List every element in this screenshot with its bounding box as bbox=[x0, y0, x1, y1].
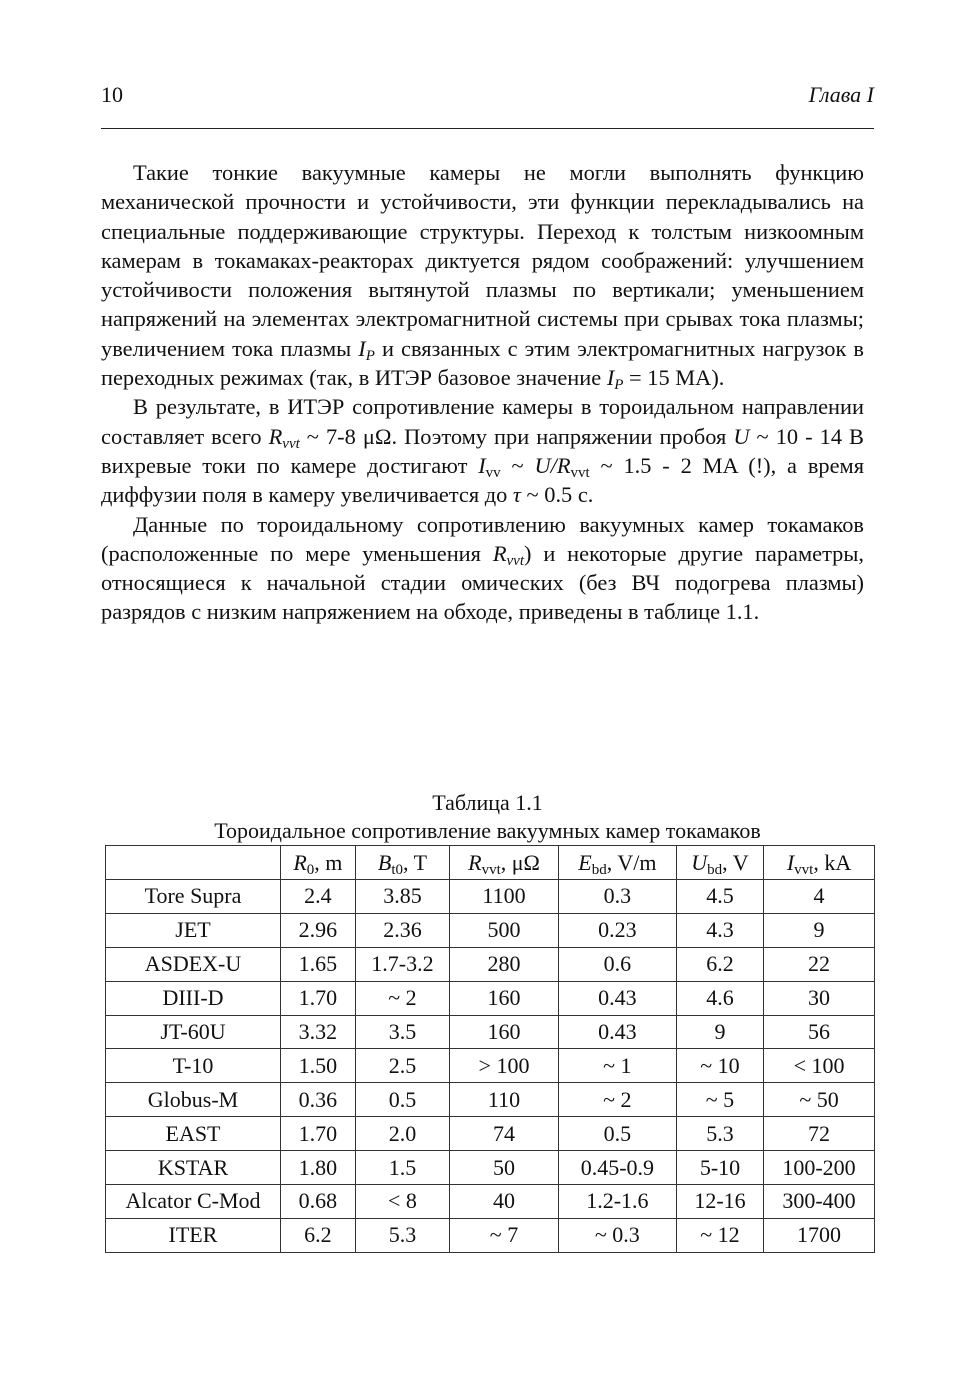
table-cell: 9 bbox=[764, 913, 875, 947]
tokamak-name-cell: Tore Supra bbox=[106, 880, 281, 914]
paragraph-3: Данные по тороидальному сопротивлению вакуумных камер токамаков (расположенные по мере уменьшения $R_{vvt}$) и некоторые другие параметры, относящиеся к начальной стадии омических (без ВЧ подогрева плазмы) разрядов с низким напряжением на обходе, приведены в таблице 1.1. bbox=[101, 511, 864, 625]
table-cell: 1.5 bbox=[355, 1151, 449, 1185]
table-cell: 160 bbox=[450, 981, 559, 1015]
table-row bbox=[106, 1185, 875, 1219]
table-cell: 0.36 bbox=[281, 1083, 356, 1117]
table-cell: 4.6 bbox=[676, 981, 763, 1015]
table-cell: < 8 bbox=[355, 1185, 449, 1219]
table-cell: 1.2-1.6 bbox=[558, 1185, 676, 1219]
tokamak-name-cell: DIII-D bbox=[106, 981, 281, 1015]
tokamak-name-cell: ITER bbox=[106, 1218, 281, 1252]
header-cell-r0: $R_0$, m bbox=[281, 846, 356, 880]
table-title: Тороидальное сопротивление вакуумных камер токамаков bbox=[214, 818, 761, 843]
table-cell: > 100 bbox=[450, 1049, 559, 1083]
table-cell: 72 bbox=[764, 1117, 875, 1151]
table-cell: 3.85 bbox=[355, 880, 449, 914]
table-cell: 3.5 bbox=[355, 1015, 449, 1049]
paragraph-2: В результате, в ИТЭР сопротивление камеры в тороидальном направлении составляет всего $R_{vvt}$ ~ 7-8 μΩ. Поэтому при напряжении пробоя U ~ 10 - 14 В вихревые токи по камере достигают $I_{vv}$ ~ $U/R_{vvt}$ ~ 1.5 - 2 MA (!), а время диффузии поля в камеру увеличивается до τ ~ 0.5 с. bbox=[101, 394, 864, 508]
table-cell: 0.43 bbox=[558, 981, 676, 1015]
table-cell: ~ 7 bbox=[450, 1218, 559, 1252]
table-cell: 1.50 bbox=[281, 1049, 356, 1083]
header-rule bbox=[101, 128, 874, 129]
table-row bbox=[106, 1151, 875, 1185]
table-cell: 12-16 bbox=[676, 1185, 763, 1219]
table-cell: 9 bbox=[676, 1015, 763, 1049]
header-cell-ubd: $U_{bd}$, V bbox=[676, 846, 763, 880]
table-cell: 1.80 bbox=[281, 1151, 356, 1185]
header-cell-bt0: $B_{t0}$, T bbox=[355, 846, 449, 880]
table-row bbox=[106, 981, 875, 1015]
page-number: 10 bbox=[101, 82, 123, 107]
table-cell: ~ 5 bbox=[676, 1083, 763, 1117]
table-cell: 4 bbox=[764, 880, 875, 914]
tokamak-name-cell: EAST bbox=[106, 1117, 281, 1151]
table-cell: 2.5 bbox=[355, 1049, 449, 1083]
table-cell: 22 bbox=[764, 947, 875, 981]
running-head bbox=[101, 82, 874, 116]
table-row bbox=[106, 913, 875, 947]
table-number: Таблица 1.1 bbox=[432, 790, 543, 815]
table-cell: ~ 2 bbox=[355, 981, 449, 1015]
table-header-row bbox=[106, 846, 875, 880]
table-cell: 30 bbox=[764, 981, 875, 1015]
header-cell-ivvt: $I_{vvt}$, kA bbox=[764, 846, 875, 880]
table-cell: 1.65 bbox=[281, 947, 356, 981]
table-cell: 6.2 bbox=[281, 1218, 356, 1252]
table-cell: 0.45-0.9 bbox=[558, 1151, 676, 1185]
table-cell: < 100 bbox=[764, 1049, 875, 1083]
table-cell: 1.70 bbox=[281, 1117, 356, 1151]
table-cell: ~ 10 bbox=[676, 1049, 763, 1083]
body-text bbox=[101, 158, 864, 627]
table-cell: 1.7-3.2 bbox=[355, 947, 449, 981]
table-cell: 5-10 bbox=[676, 1151, 763, 1185]
table-cell: 5.3 bbox=[676, 1117, 763, 1151]
table-cell: 40 bbox=[450, 1185, 559, 1219]
header-cell-ebd: $E_{bd}$, V/m bbox=[558, 846, 676, 880]
table-row bbox=[106, 1083, 875, 1117]
table-cell: 1700 bbox=[764, 1218, 875, 1252]
table-cell: 0.6 bbox=[558, 947, 676, 981]
table-cell: 1100 bbox=[450, 880, 559, 914]
chapter-label: Глава I bbox=[808, 82, 874, 107]
table-cell: 0.5 bbox=[558, 1117, 676, 1151]
table-row bbox=[106, 1117, 875, 1151]
table-body bbox=[106, 880, 875, 1253]
table-cell: 0.5 bbox=[355, 1083, 449, 1117]
table-cell: 56 bbox=[764, 1015, 875, 1049]
tokamak-name-cell: JT-60U bbox=[106, 1015, 281, 1049]
table-row bbox=[106, 1049, 875, 1083]
table-cell: 50 bbox=[450, 1151, 559, 1185]
tokamak-resistance-table bbox=[105, 845, 875, 1253]
table-cell: 3.32 bbox=[281, 1015, 356, 1049]
tokamak-name-cell: T-10 bbox=[106, 1049, 281, 1083]
table-cell: 0.68 bbox=[281, 1185, 356, 1219]
table-cell: 100-200 bbox=[764, 1151, 875, 1185]
paragraph-1: Такие тонкие вакуумные камеры не могли выполнять функцию механической прочности и устойчивости, эти функции перекладывались на специальные поддерживающие структуры. Переход к толстым низкоомным камерам в токамаках-реакторах диктуется рядом соображений: улучшением устойчивости положения вытянутой плазмы по вертикали; уменьшением напряжений на элементах электромагнитной системы при срывах тока плазмы; увеличением тока плазмы $I_P$ и связанных с этим электромагнитных нагрузок в переходных режимах (так, в ИТЭР базовое значение $I_P = 15$ MA). bbox=[101, 160, 864, 394]
table-cell: 1.70 bbox=[281, 981, 356, 1015]
table-row bbox=[106, 1218, 875, 1252]
table-cell: ~ 50 bbox=[764, 1083, 875, 1117]
table-cell: ~ 0.3 bbox=[558, 1218, 676, 1252]
table-cell: 5.3 bbox=[355, 1218, 449, 1252]
table-cell: 6.2 bbox=[676, 947, 763, 981]
table-cell: 110 bbox=[450, 1083, 559, 1117]
tokamak-name-cell: Alcator C-Mod bbox=[106, 1185, 281, 1219]
table-cell: 0.3 bbox=[558, 880, 676, 914]
header-empty-cell bbox=[106, 846, 281, 880]
table-cell: 2.96 bbox=[281, 913, 356, 947]
table-row bbox=[106, 947, 875, 981]
table-cell: ~ 1 bbox=[558, 1049, 676, 1083]
table-cell: ~ 12 bbox=[676, 1218, 763, 1252]
table-row bbox=[106, 880, 875, 914]
table-cell: 74 bbox=[450, 1117, 559, 1151]
table-cell: 160 bbox=[450, 1015, 559, 1049]
tokamak-name-cell: KSTAR bbox=[106, 1151, 281, 1185]
table-cell: ~ 2 bbox=[558, 1083, 676, 1117]
table-cell: 500 bbox=[450, 913, 559, 947]
table-cell: 2.36 bbox=[355, 913, 449, 947]
tokamak-name-cell: Globus-M bbox=[106, 1083, 281, 1117]
table-cell: 2.4 bbox=[281, 880, 356, 914]
table-cell: 4.3 bbox=[676, 913, 763, 947]
table-row bbox=[106, 1015, 875, 1049]
header-cell-rvvt: $R_{vvt}$, μΩ bbox=[450, 846, 559, 880]
table-cell: 280 bbox=[450, 947, 559, 981]
table-cell: 0.43 bbox=[558, 1015, 676, 1049]
tokamak-name-cell: JET bbox=[106, 913, 281, 947]
table-cell: 300-400 bbox=[764, 1185, 875, 1219]
table-cell: 0.23 bbox=[558, 913, 676, 947]
table-cell: 4.5 bbox=[676, 880, 763, 914]
table-cell: 2.0 bbox=[355, 1117, 449, 1151]
tokamak-name-cell: ASDEX-U bbox=[106, 947, 281, 981]
